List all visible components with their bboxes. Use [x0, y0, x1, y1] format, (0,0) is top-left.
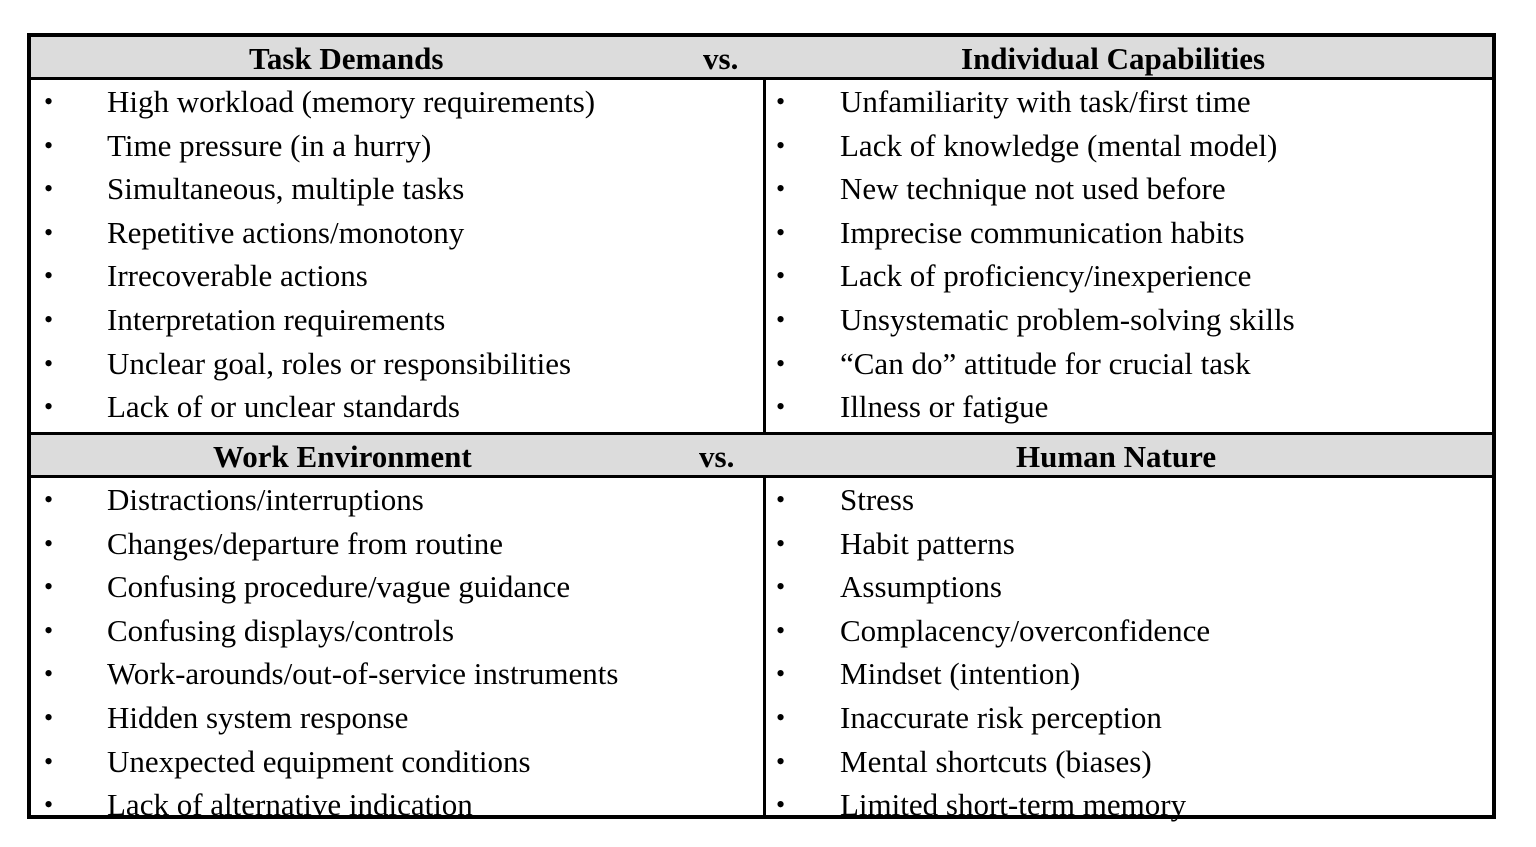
bullet-icon: •: [44, 174, 54, 204]
list-item-text: Unfamiliarity with task/first time: [840, 84, 1251, 119]
list-item-text: New technique not used before: [840, 171, 1226, 207]
list-item-text: Interpretation requirements: [107, 301, 446, 337]
bullet-icon: •: [776, 659, 786, 689]
bullet-icon: •: [776, 348, 786, 378]
list-item-text: Confusing displays/controls: [107, 612, 455, 648]
bullet-icon: •: [44, 572, 54, 602]
list-item-text: Confusing procedure/vague guidance: [107, 569, 571, 605]
list-item: [31, 167, 763, 211]
list-item: [766, 740, 1496, 784]
list-item-text: Illness or fatigue: [840, 389, 1049, 425]
list-item: [31, 609, 763, 653]
list-item: [766, 124, 1496, 168]
bullet-icon: •: [776, 304, 786, 334]
bullet-icon: •: [44, 615, 54, 645]
list-item: [766, 80, 1496, 124]
bullet-icon: •: [44, 528, 54, 558]
list-item-text: High workload (memory requirements): [107, 84, 596, 119]
list-item-text: Lack of alternative indication: [107, 787, 473, 823]
list-item: [31, 696, 763, 740]
bullet-icon: •: [776, 87, 786, 116]
bullet-icon: •: [776, 485, 786, 514]
header-task-demands: Task Demands: [249, 41, 444, 76]
list-item: [766, 609, 1496, 653]
list-item-text: Irrecoverable actions: [107, 258, 368, 294]
list-item: [766, 652, 1496, 696]
bullet-icon: •: [776, 572, 786, 602]
list-item: [31, 522, 763, 566]
header-individual-capabilities: Individual Capabilities: [961, 41, 1266, 76]
list-item-text: Unsystematic problem-solving skills: [840, 301, 1295, 337]
list-item-text: Time pressure (in a hurry): [107, 127, 432, 163]
section-body-1: [31, 80, 1492, 432]
list-item: [31, 385, 763, 429]
bullet-icon: •: [776, 130, 786, 160]
list-item: [766, 167, 1496, 211]
bullet-icon: •: [44, 261, 54, 291]
bullet-icon: •: [776, 528, 786, 558]
header-work-environment: Work Environment: [213, 439, 472, 474]
list-item-text: Hidden system response: [107, 699, 409, 735]
bullet-icon: •: [776, 615, 786, 645]
list-item-text: Repetitive actions/monotony: [107, 214, 465, 250]
list-item: [31, 298, 763, 342]
header-human-nature: Human Nature: [1016, 439, 1217, 474]
bullet-icon: •: [44, 702, 54, 732]
header-row-work-environment-vs-human-nature: [31, 432, 1492, 478]
list-item-text: Lack of knowledge (mental model): [840, 127, 1278, 163]
bullet-icon: •: [776, 261, 786, 291]
bullet-icon: •: [44, 790, 54, 820]
bullet-icon: •: [776, 746, 786, 776]
list-item-text: Assumptions: [840, 569, 1002, 605]
list-item: [766, 298, 1496, 342]
list-item: [766, 522, 1496, 566]
individual-capabilities-column: [766, 80, 1496, 432]
task-demands-column: [31, 80, 766, 432]
section-body-2: [31, 478, 1492, 823]
list-item: [766, 342, 1496, 386]
list-item: [766, 254, 1496, 298]
list-item-text: Distractions/interruptions: [107, 482, 424, 517]
list-item: [31, 211, 763, 255]
list-item-text: Imprecise communication habits: [840, 214, 1245, 250]
bullet-icon: •: [776, 790, 786, 820]
list-item: [766, 385, 1496, 429]
list-item-text: Unclear goal, roles or responsibilities: [107, 345, 572, 381]
list-item: [766, 478, 1496, 522]
list-item: [766, 211, 1496, 255]
bullet-icon: •: [776, 217, 786, 247]
human-nature-column: [766, 478, 1496, 823]
bullet-icon: •: [44, 304, 54, 334]
header-vs: vs.: [703, 41, 739, 76]
list-item-text: Lack of or unclear standards: [107, 389, 460, 425]
list-item: [31, 478, 763, 522]
bullet-icon: •: [44, 217, 54, 247]
list-item: [31, 783, 763, 827]
bullet-icon: •: [44, 659, 54, 689]
list-item: [31, 342, 763, 386]
list-item: [766, 783, 1496, 827]
list-item: [31, 740, 763, 784]
list-item: [31, 652, 763, 696]
list-item: [766, 565, 1496, 609]
list-item: [766, 696, 1496, 740]
work-environment-column: [31, 478, 766, 823]
header-vs: vs.: [699, 439, 735, 474]
list-item-text: Stress: [840, 482, 915, 517]
list-item-text: Mental shortcuts (biases): [840, 743, 1152, 779]
bullet-icon: •: [44, 130, 54, 160]
list-item-text: Simultaneous, multiple tasks: [107, 171, 465, 207]
error-precursors-table: [27, 33, 1496, 823]
list-item: [31, 565, 763, 609]
list-item-text: Mindset (intention): [840, 656, 1081, 692]
bullet-icon: •: [776, 702, 786, 732]
list-item: [31, 254, 763, 298]
list-item: [31, 80, 763, 124]
list-item-text: “Can do” attitude for crucial task: [840, 345, 1251, 381]
list-item-text: Limited short-term memory: [840, 787, 1187, 823]
list-item: [31, 124, 763, 168]
bullet-icon: •: [44, 87, 54, 116]
bullet-icon: •: [776, 392, 786, 422]
header-row-task-demands-vs-individual-capabilities: [31, 37, 1492, 80]
bullet-icon: •: [776, 174, 786, 204]
list-item-text: Habit patterns: [840, 525, 1015, 561]
list-item-text: Work-arounds/out-of-service instruments: [107, 656, 619, 692]
bullet-icon: •: [44, 485, 54, 514]
list-item-text: Complacency/overconfidence: [840, 612, 1211, 648]
list-item-text: Changes/departure from routine: [107, 525, 503, 561]
bullet-icon: •: [44, 746, 54, 776]
bullet-icon: •: [44, 348, 54, 378]
list-item-text: Unexpected equipment conditions: [107, 743, 531, 779]
bullet-icon: •: [44, 392, 54, 422]
list-item-text: Lack of proficiency/inexperience: [840, 258, 1252, 294]
list-item-text: Inaccurate risk perception: [840, 699, 1162, 735]
